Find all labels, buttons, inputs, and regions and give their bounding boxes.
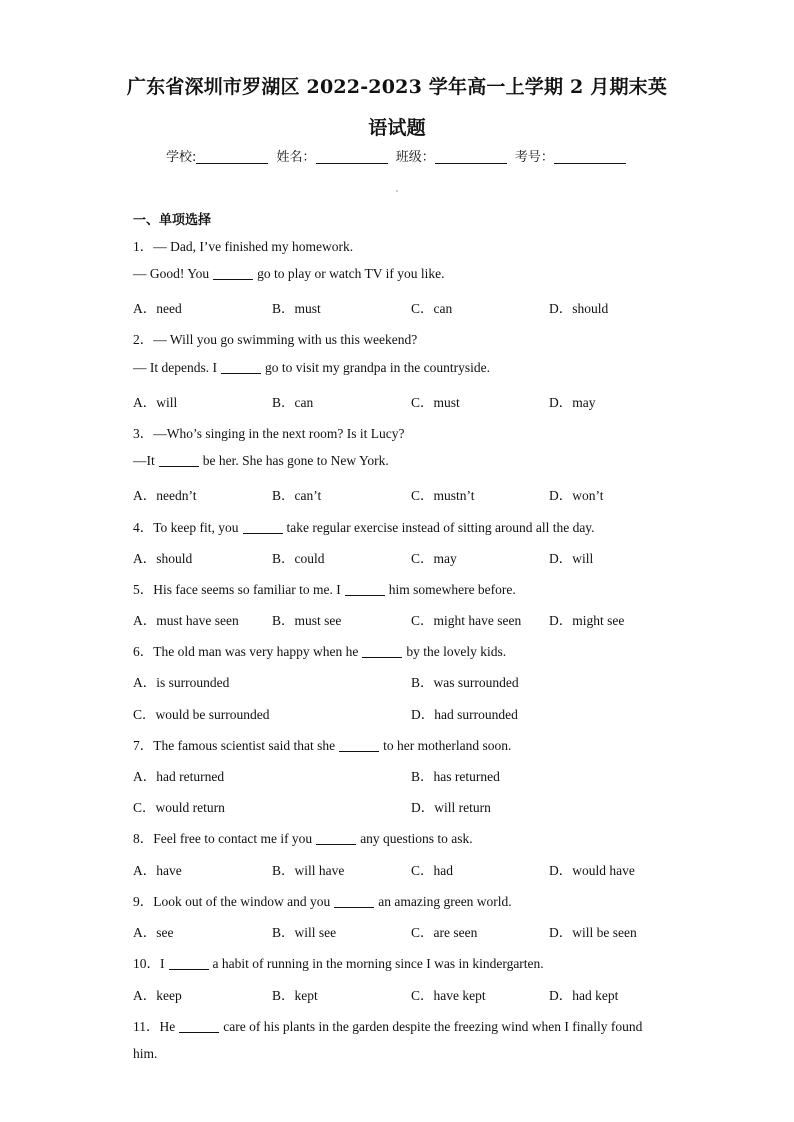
question-4-line-1 bbox=[133, 516, 595, 536]
question-8-option-b: B．will have bbox=[272, 863, 345, 878]
question-3-option-d: D．won’t bbox=[549, 488, 604, 503]
question-text: 9．Look out of the window and you bbox=[133, 894, 331, 909]
question-8-option-d: D．would have bbox=[549, 863, 635, 878]
question-3-line-1 bbox=[133, 422, 404, 442]
question-6-option-c: C．would be surrounded bbox=[133, 707, 270, 722]
question-text: by the lovely kids. bbox=[406, 644, 507, 659]
question-text: take regular exercise instead of sitting around all the day. bbox=[286, 520, 595, 535]
question-6-line-1 bbox=[133, 640, 506, 660]
answer-blank bbox=[179, 1020, 219, 1033]
question-text: him. bbox=[133, 1046, 158, 1061]
question-text: 5．His face seems so familiar to me. I bbox=[133, 582, 341, 597]
question-5-option-c: C．might have seen bbox=[411, 613, 522, 628]
scan-speck bbox=[396, 190, 398, 192]
question-1-option-c: C．can bbox=[411, 301, 453, 316]
question-2-option-b: B．can bbox=[272, 395, 314, 410]
question-1-option-d: D．should bbox=[549, 301, 609, 316]
answer-blank bbox=[345, 583, 385, 596]
question-text: be her. She has gone to New York. bbox=[202, 453, 389, 468]
student-info-row bbox=[166, 146, 630, 165]
question-4-option-a: A．should bbox=[133, 551, 193, 566]
question-text: — Good! You bbox=[133, 266, 210, 281]
question-4-option-c: C．may bbox=[411, 551, 457, 566]
question-9-option-b: B．will see bbox=[272, 925, 337, 940]
name-blank bbox=[316, 149, 388, 164]
answer-blank bbox=[169, 957, 209, 970]
question-text: him somewhere before. bbox=[388, 582, 516, 597]
question-text: go to play or watch TV if you like. bbox=[257, 266, 445, 281]
answer-blank bbox=[221, 361, 261, 374]
question-7-option-c: C．would return bbox=[133, 800, 225, 815]
question-4-option-b: B．could bbox=[272, 551, 325, 566]
answer-blank bbox=[362, 645, 402, 658]
question-9-option-a: A．see bbox=[133, 925, 174, 940]
class-blank bbox=[435, 149, 507, 164]
question-5-option-a: A．must have seen bbox=[133, 613, 239, 628]
answer-blank bbox=[243, 521, 283, 534]
answer-blank bbox=[159, 454, 199, 467]
question-text: 10．I bbox=[133, 956, 165, 971]
question-5-option-b: B．must see bbox=[272, 613, 342, 628]
answer-blank bbox=[334, 895, 374, 908]
question-7-option-b: B．has returned bbox=[411, 769, 500, 784]
question-text: 8．Feel free to contact me if you bbox=[133, 831, 313, 846]
question-9-option-d: D．will be seen bbox=[549, 925, 637, 940]
question-10-option-b: B．kept bbox=[272, 988, 318, 1003]
question-6-option-b: B．was surrounded bbox=[411, 675, 519, 690]
question-3-option-a: A．needn’t bbox=[133, 488, 197, 503]
question-text: an amazing green world. bbox=[378, 894, 512, 909]
school-blank bbox=[196, 149, 268, 164]
class-label: 班级： bbox=[395, 150, 435, 165]
question-3-line-2 bbox=[133, 453, 389, 469]
question-text: care of his plants in the garden despite the freezing wind when I finally found bbox=[223, 1019, 643, 1034]
question-text: a habit of running in the morning since I was in kindergarten. bbox=[212, 956, 544, 971]
exam-title-line-1: 广东省深圳市罗湖区 2022-2023 学年高一上学期 2 月期末英 bbox=[126, 76, 668, 98]
answer-blank bbox=[339, 739, 379, 752]
question-8-line-1 bbox=[133, 827, 473, 847]
question-text: 6．The old man was very happy when he bbox=[133, 644, 359, 659]
answer-blank bbox=[316, 832, 356, 845]
number-blank bbox=[554, 149, 626, 164]
question-2-option-d: D．may bbox=[549, 395, 596, 410]
question-10-line-1 bbox=[133, 952, 544, 972]
question-11-line-2 bbox=[133, 1046, 157, 1062]
answer-blank bbox=[213, 267, 253, 280]
question-5-option-d: D．might see bbox=[549, 613, 625, 628]
question-text: 7．The famous scientist said that she bbox=[133, 738, 336, 753]
question-text: 1．— Dad, I’ve finished my homework. bbox=[133, 239, 354, 254]
question-9-line-1 bbox=[133, 890, 512, 910]
name-label: 姓名： bbox=[276, 150, 316, 165]
number-label: 考号： bbox=[514, 150, 554, 165]
question-text: — It depends. I bbox=[133, 360, 217, 375]
section-heading: 一、单项选择 bbox=[133, 213, 212, 228]
question-1-option-b: B．must bbox=[272, 301, 321, 316]
question-10-option-d: D．had kept bbox=[549, 988, 619, 1003]
question-2-option-c: C．must bbox=[411, 395, 460, 410]
question-5-line-1 bbox=[133, 578, 516, 598]
question-7-line-1 bbox=[133, 734, 511, 754]
question-10-option-c: C．have kept bbox=[411, 988, 486, 1003]
question-2-line-2 bbox=[133, 360, 490, 376]
question-10-option-a: A．keep bbox=[133, 988, 182, 1003]
question-3-option-c: C．mustn’t bbox=[411, 488, 475, 503]
question-6-option-a: A．is surrounded bbox=[133, 675, 230, 690]
question-text: 11．He bbox=[133, 1019, 176, 1034]
school-label: 学校: bbox=[166, 150, 197, 165]
question-1-line-1 bbox=[133, 235, 353, 255]
question-text: 2．— Will you go swimming with us this weekend? bbox=[133, 332, 418, 347]
question-text: 3．—Who’s singing in the next room? Is it Lucy? bbox=[133, 426, 405, 441]
question-8-option-a: A．have bbox=[133, 863, 182, 878]
question-9-option-c: C．are seen bbox=[411, 925, 478, 940]
question-11-line-1 bbox=[133, 1015, 642, 1035]
question-2-option-a: A．will bbox=[133, 395, 178, 410]
question-3-option-b: B．can’t bbox=[272, 488, 322, 503]
question-text: any questions to ask. bbox=[360, 831, 473, 846]
exam-title-line-2: 语试题 bbox=[368, 117, 426, 139]
question-8-option-c: C．had bbox=[411, 863, 453, 878]
question-6-option-d: D．had surrounded bbox=[411, 707, 518, 722]
question-text: 4．To keep fit, you bbox=[133, 520, 239, 535]
question-7-option-a: A．had returned bbox=[133, 769, 225, 784]
question-4-option-d: D．will bbox=[549, 551, 594, 566]
question-text: go to visit my grandpa in the countryside. bbox=[264, 360, 490, 375]
question-2-line-1 bbox=[133, 328, 417, 348]
question-7-option-d: D．will return bbox=[411, 800, 491, 815]
question-1-option-a: A．need bbox=[133, 301, 182, 316]
question-1-line-2 bbox=[133, 266, 445, 282]
question-text: to her motherland soon. bbox=[383, 738, 512, 753]
question-text: —It bbox=[133, 453, 155, 468]
